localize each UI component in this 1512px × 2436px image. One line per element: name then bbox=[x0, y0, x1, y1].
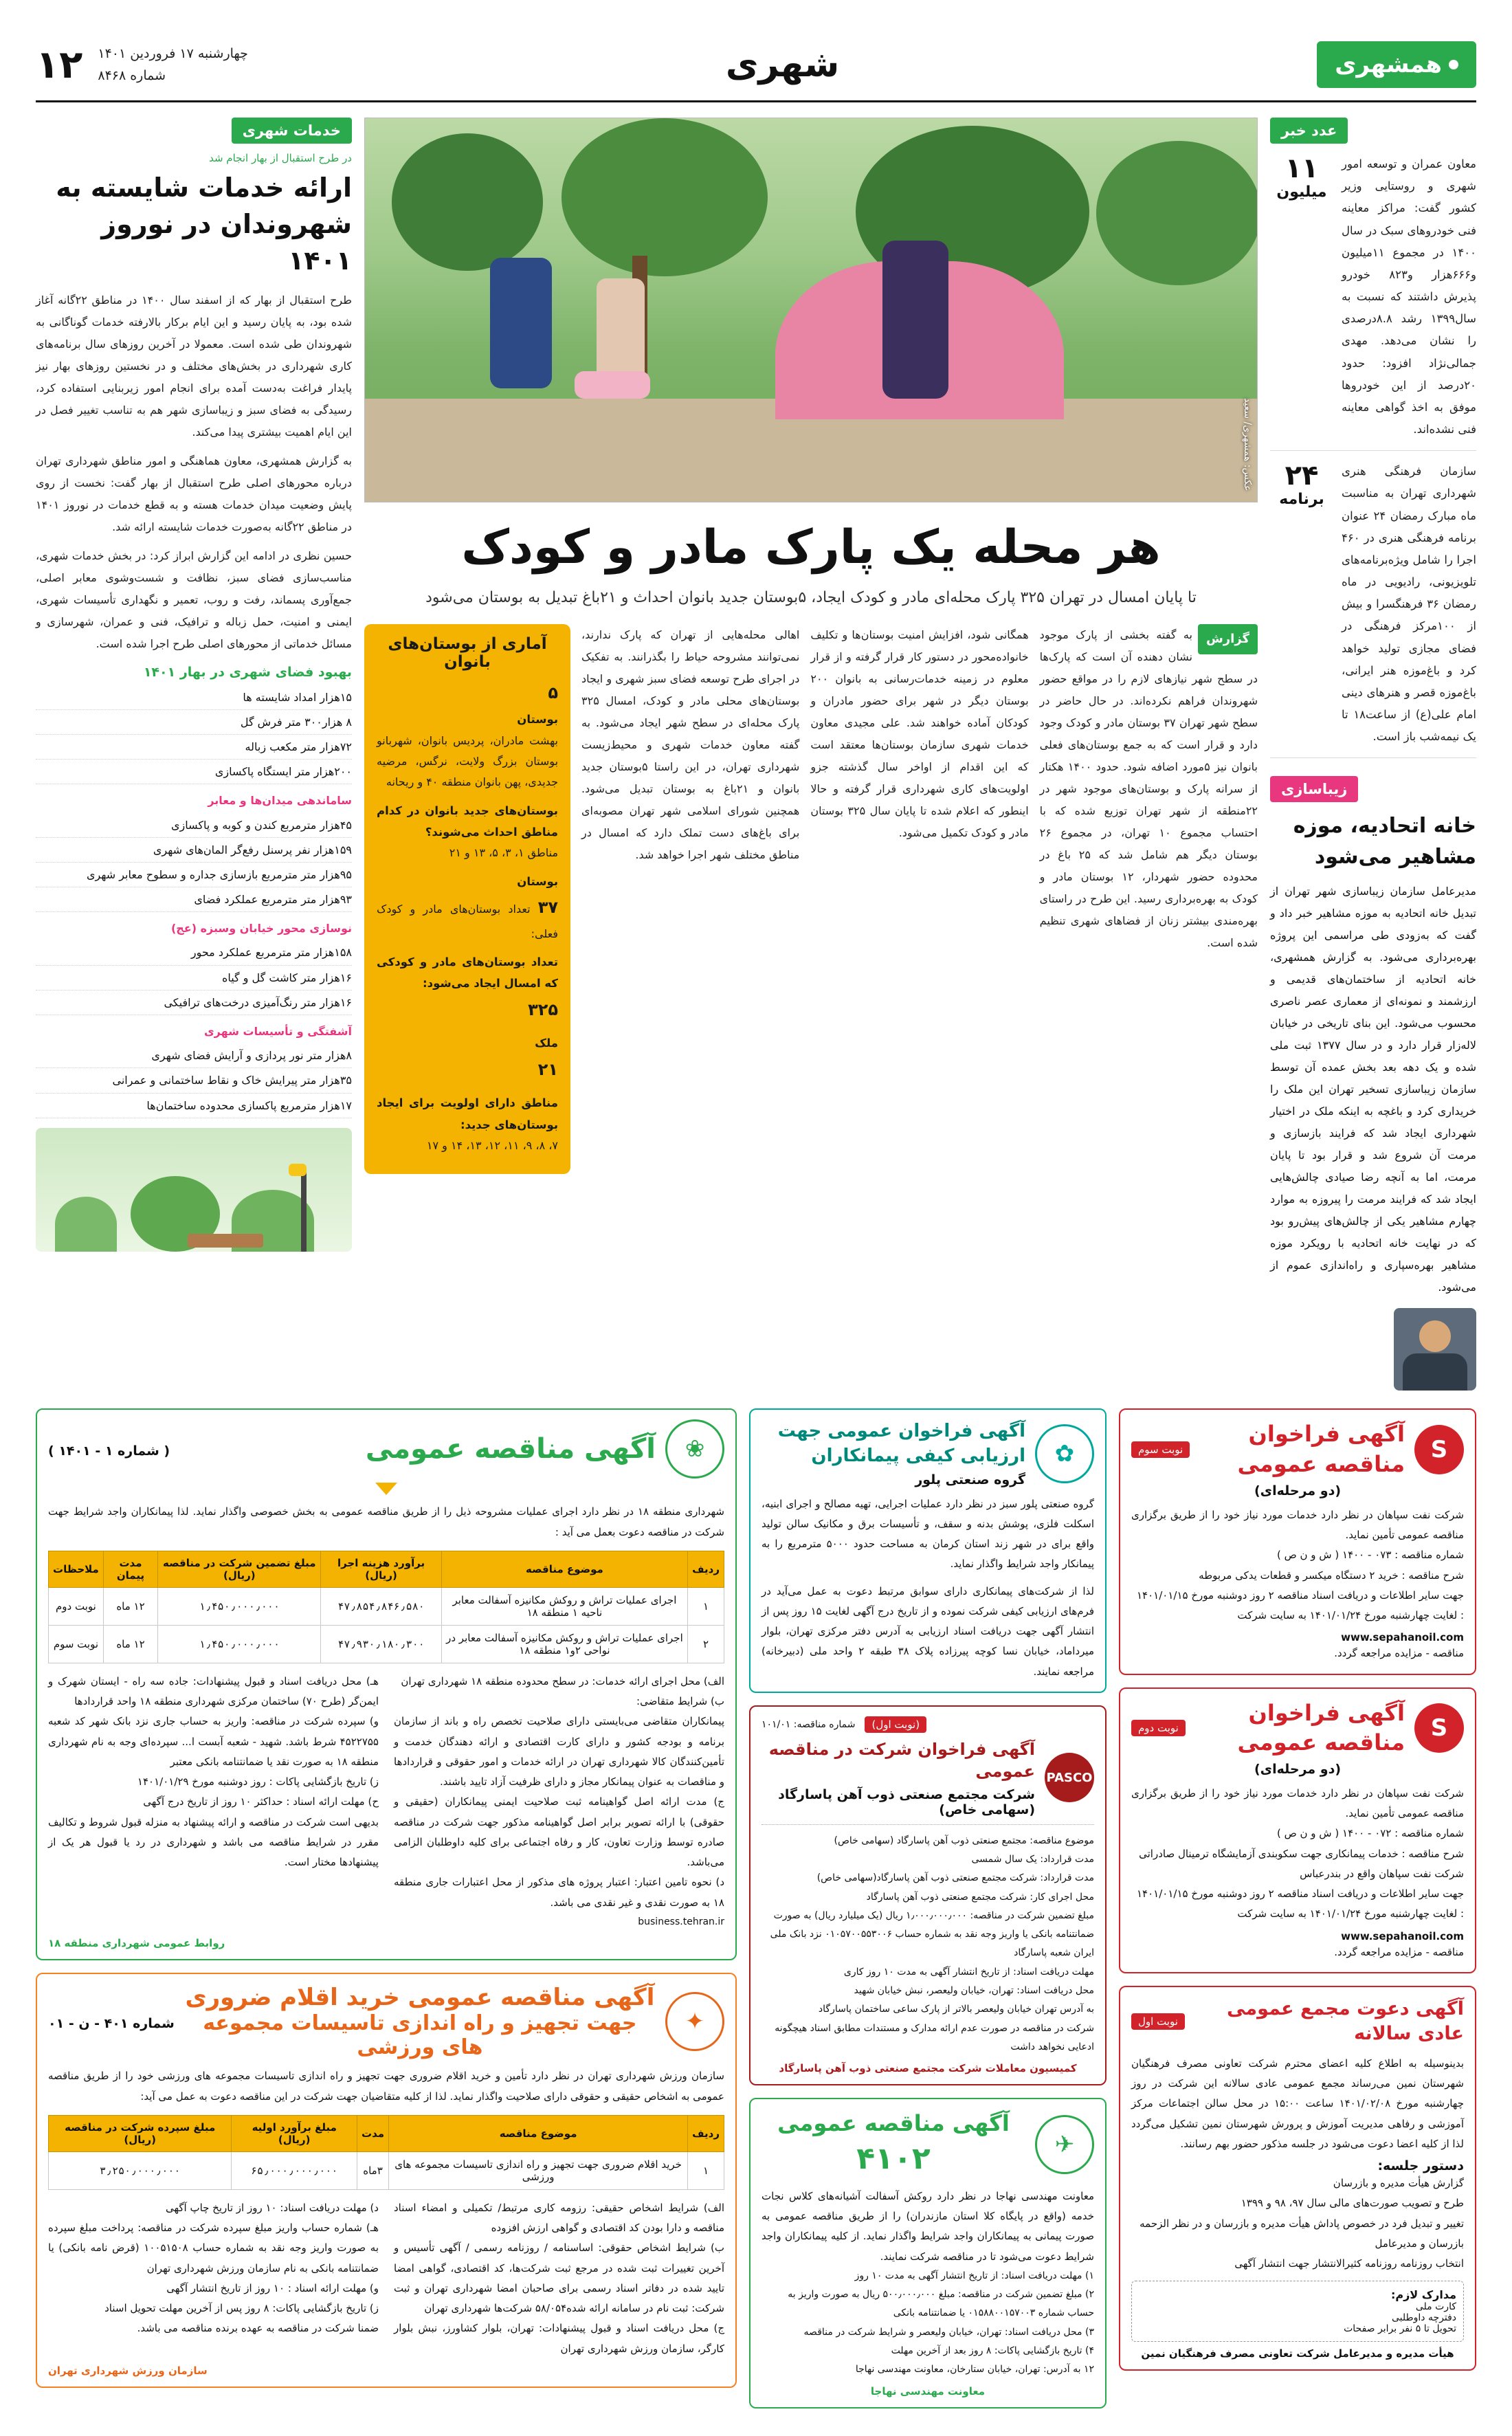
th-notes: ملاحظات bbox=[49, 1551, 104, 1587]
tender-note: و) سپرده شرکت در مناقصه: واریز به حساب جاری نزد بانک شهر کد شعبه ۴۵۲۲۷۵۵ شرط باشد. شهید - شعبه آبست ا... سپرده‌ای وجه به نام شهرداری منطقه ۱۸ به صورت نقد یا ضمانتنامه بانکی معتبر bbox=[48, 1715, 379, 1768]
cell-notes: نوبت سوم bbox=[49, 1625, 104, 1663]
bench-icon bbox=[188, 1234, 263, 1248]
services-list-item: ۱۵۸هزار متر مترمربع عملکرد محور bbox=[36, 940, 352, 965]
polour-logo-icon: ✿ bbox=[1035, 1424, 1094, 1483]
services-list-item: ۱۵هزار امداد شایسته ها bbox=[36, 685, 352, 710]
ad-line: ۴) تاریخ بازگشایی پاکات: ۸ روز بعد از آخرین مهلت bbox=[891, 2345, 1094, 2357]
th-estimate: برآورد هزینه اجرا (ریال) bbox=[321, 1551, 441, 1587]
stats-label: مناطق دارای اولویت برای ایجاد بوستان‌های جدید: bbox=[377, 1096, 559, 1131]
beautification-body: مدیرعامل سازمان زیباسازی شهر تهران از تبدیل خانه اتحادیه به موزه مشاهیر خبر داد و گفت که به‌زودی طی مراسمی این پروژه بهره‌برداری می‌شود. به گزارش همشهری، خانه اتحادیه از ساختمان‌های قدیمی و ارزشمند و نمونه‌ای از معماری عصر ناصری محسوب می‌شود. این بنای تاریخی در خیابان لاله‌زار قرار دارد و در سال ۱۳۷۷ ثبت ملی شده و یک دهه بعد بخش عمده آن توسط سازمان زیباسازی تسخیر تهران این ملک را خریداری کرد و باغچه به اینکه ملک در اختیار شهرداری ایجاد شد که فرایند بازسازی و مرمت آن شروع شد و قرار بود تا پایان مرمت، اما به آنچه رضا صیادی چالش‌هایی ایجاد شد که فرایند مرمت را پیروزه به موارد چهارم مشاهیر یکی از چالش‌های پیش‌رو بود که در نهایت خانه اتحادیه با رویکرد موزه مشاهیر بهره‌سپاری و راه‌اندازی عموم از می‌شود. bbox=[1270, 885, 1476, 1294]
tender-note: ز) تاریخ بازگشایی پاکات: ۸ روز پس از آخرین مهلت تحویل اسناد bbox=[104, 2302, 379, 2315]
cell-deposit: ۳٫۲۵۰٫۰۰۰٫۰۰۰ bbox=[49, 2151, 232, 2189]
lamp-post-icon bbox=[301, 1169, 307, 1252]
tender-note: ج) مدت ارائه اصل گواهینامه ثبت صلاحیت ایمنی پیمانکاران (حقیقی و حقوقی) با ارائه تصویر برابر اصل گواهینامه مذکور جهت شرکت در مناقصه صادره توسط وزارت تعاون، کار و رفاه اجتماعی برای کلیه داوطلبان الزامی می‌باشد. bbox=[394, 1795, 724, 1869]
subheadline: تا پایان امسال در تهران ۳۲۵ پارک محله‌ای مادر و کودک ایجاد، ۵بوستان جدید بانوان احداث و ۲۱باغ تبدیل به بوستان می‌شود bbox=[425, 589, 1197, 606]
tender-note: د) نحوه تامین اعتبار: اعتبار پروژه های مذکور از محل اعتبارات جاری منطقه ۱۸ به صورت نقدی و غیر نقدی می باشد. bbox=[394, 1876, 724, 1909]
ad-header-row bbox=[48, 1984, 724, 2059]
ad-header-row bbox=[761, 1419, 1094, 1487]
article-column-a bbox=[581, 624, 799, 1175]
ad-intro: شهرداری منطقه ۱۸ در نظر دارد اجرای عملیات مشروحه ذیل را از طریق مناقصه عمومی به بخش خصوصی واگذار نماید. لذا پیمانکاران واجد شرایط جهت شرکت در مناقصه دعوت بعمل می آید : bbox=[48, 1505, 724, 1538]
ad-municipality-district18-tender[interactable] bbox=[36, 1408, 737, 1960]
lamp-head-icon bbox=[289, 1164, 307, 1176]
th-deposit: مبلغ تضمین شرکت در مناقصه (ریال) bbox=[158, 1551, 321, 1587]
cell-estimate: ۶۵٫۰۰۰٫۰۰۰٫۰۰۰ bbox=[232, 2151, 357, 2189]
cell-duration: ۱۲ ماه bbox=[103, 1625, 157, 1663]
table-header-row bbox=[49, 2115, 724, 2151]
table-row bbox=[49, 1587, 724, 1625]
logo-text: همشهری bbox=[1335, 51, 1442, 78]
stats-text: تعداد بوستان‌های مادر و کودک فعلی: bbox=[377, 903, 559, 940]
ad-body: معاونت مهندسی نهاجا در نظر دارد روکش آسفالت آشیانه‌های کلاس نجات خدمه (واقع در پایگاه کلا استان مازندران) را از طریق مناقصه عمومی به صورت پیمانی به پیمانکاران واجد شرایط واگذار نماید. از کلیه پیمانکاران واجد شرایط دعوت می‌شود تا در مناقصه شرکت نمایند. bbox=[761, 2189, 1094, 2263]
sports-org-logo-icon: ✦ bbox=[665, 1992, 724, 2051]
ad-mode: (دو مرحله‌ای) bbox=[1254, 1761, 1342, 1777]
services-list-subhead: نوسازی محور خیابان و‌سبزه (عج) bbox=[170, 922, 352, 935]
tender-note: الف) محل اجرای ارائه خدمات: در سطح محدوده منطقه ۱۸ شهرداری تهران bbox=[401, 1674, 724, 1687]
news-number-item bbox=[1270, 451, 1476, 758]
ads-column-3 bbox=[36, 1408, 737, 2387]
services-list-item: ۷۲هزار متر مکعب زباله bbox=[36, 735, 352, 760]
ad-title: آگهی مناقصه عمومی خرید اقلام ضروری bbox=[185, 1984, 655, 2012]
news-number-unit: برنامه bbox=[1279, 491, 1324, 509]
ad-line: شرح مناقصه : خدمات پیمانکاری جهت سکوبندی آزمایشگاه ترمینال صادراتی شرکت نفت سپاهان واقع در بندرعباس bbox=[1139, 1847, 1464, 1880]
ad-line: مبلغ تضمین شرکت در مناقصه: ۱٫۰۰۰٫۰۰۰٫۰۰۰ ریال (یک میلیارد ریال) به صورت ضمانتنامه بانکی یا واریز وجه نقد به شماره حساب ۰۱۰۵۷۰۰۵۵۳۰۰۶ نزد بانک ملی ایران شعبه پاسارگاد bbox=[770, 1909, 1094, 1959]
ad-general-assembly[interactable] bbox=[1119, 1986, 1476, 2371]
cell-deposit: ۱٫۴۵۰٫۰۰۰٫۰۰۰ bbox=[158, 1625, 321, 1663]
ad-title: آگهی فراخوان مناقصه عمومی bbox=[1237, 1699, 1405, 1756]
services-header: خدمات شهری bbox=[232, 118, 352, 144]
tender-note: ج) محل دریافت اسناد و قبول پیشنهادات: تهران، بلوار کشاورز، نبش بلوار کارگر، سازمان ورزش شهرداری تهران bbox=[394, 2322, 724, 2355]
services-list-item: ۲۰۰هزار متر ایستگاه پاکسازی bbox=[36, 760, 352, 784]
ad-number: ۴۱۰۲ bbox=[856, 2141, 931, 2177]
ad-line: مدت قرارداد: یک سال شمسی bbox=[971, 1853, 1094, 1865]
tender-note: بدیهی است شرکت در مناقصه و ارائه پیشنهاد به منزله قبول شروط و تکالیف مقرر در شرایط مناقصه می باشد و شهرداری در رد یا قبول هر یک از پیشنهادها مختار است. bbox=[48, 1815, 379, 1869]
services-list-subhead: ساماندهی میدان‌ها و معابر bbox=[208, 794, 352, 808]
news-number-item bbox=[1270, 144, 1476, 451]
ad-line: مدت قرارداد: شرکت مجتمع صنعتی ذوب آهن پاسارگاد(سهامی خاص) bbox=[816, 1872, 1094, 1884]
ad-signature: روابط عمومی شهرداری منطقه ۱۸ bbox=[48, 1937, 225, 1950]
th-deposit: مبلغ سپرده شرکت در مناقصه (ریال) bbox=[49, 2115, 232, 2151]
nahaja-logo-icon: ✈ bbox=[1035, 2115, 1094, 2174]
ad-title: آگهی فراخوان مناقصه عمومی bbox=[1237, 1421, 1405, 1477]
ad-header-row bbox=[1131, 1419, 1464, 1479]
ad-body: شرکت نفت سپاهان در نظر دارد خدمات مورد نیاز خود را از طریق برگزاری مناقصه عمومی تأمین نماید. bbox=[1131, 1508, 1464, 1542]
table-header-row bbox=[49, 1551, 724, 1587]
masthead bbox=[36, 41, 1476, 102]
th-subject: موضوع مناقصه bbox=[389, 2115, 688, 2151]
ad-body-2: لذا از شرکت‌های پیمانکاری دارای سوابق مرتبط دعوت به عمل می‌آید در فرم‌های ارزیابی کیفی شرکت نموده و از تاریخ درج آگهی لغایت ۱۵ روز پس از انتشار آگهی جهت دریافت اسناد ارزیابی به آدرس دفتر مرکزی تهران، بلوار میرداماد، خیابان نسا کوچه پیرزاده پلاک ۳۸ طبقه ۲ واحد ملی (دبیرخانه) مراجعه نمایند. bbox=[761, 1584, 1095, 1678]
services-list-item: ۴۵هزار مترمربع کندن و کوبه و پاکسازی bbox=[36, 813, 352, 838]
cell-estimate: ۴۷٫۹۳۰٫۱۸۰٫۳۰۰ bbox=[321, 1625, 441, 1663]
cell-row-no: ۲ bbox=[688, 1625, 724, 1663]
article-text-a: اهالی محله‌هایی از تهران که پارک ندارند، نمی‌توانند مشروحه حیاط را بگذرانند. به تفکیک در اجرای طرح توسعه فضای سبز شهری و ایجاد بوستان‌های محلی مادر و کودک، امسال ۳۲۵ پارک محله‌ای در سطح شهر ایجاد می‌شود. به گفته معاون خدمات شهری و محیط‌زیست شهرداری تهران، در این راستا ۵بوستان جدید بانوان و ۲۱باغ به بوستان تبدیل می‌شود. همچنین شورای اسلامی شهر تهران مصوبه‌ای برای باغ‌های دست تملک دارد که امسال در مناطق مختلف شهر اجرا خواهد شد. bbox=[581, 628, 800, 861]
th-row-no: ردیف bbox=[688, 1551, 724, 1587]
ad-round-badge: (نوبت اول) bbox=[865, 1716, 926, 1733]
tehran-municipality-logo-icon: ❀ bbox=[665, 1419, 724, 1479]
cell-duration: ۱۲ ماه bbox=[103, 1587, 157, 1625]
tender-note: ب) شرایط اشخاص حقوقی: اساسنامه / روزنامه رسمی / آگهی تأسیس و آخرین تغییرات ثبت شده در مرجع ثبت شرکت‌ها، کد اقتصادی، گواهی امضا تایید شده در دفاتر اسناد رسمی برای صاحبان امضا شهرداری تهران و ثبت شرکت: ثبت نام در سامانه ارائه شده۵۸/۰۵۴ شرکت‌ها شهرداری تهران bbox=[394, 2241, 724, 2315]
publication-logo bbox=[1317, 41, 1476, 88]
agenda-item: تغییر و تبدیل فرد در خصوص پاداش هیأت مدیره و بازرسان و در نظر الزحمه بازرسان و مدیرعامل bbox=[1139, 2217, 1464, 2250]
news-number-value bbox=[1270, 153, 1333, 441]
avatar-head-icon bbox=[1419, 1320, 1451, 1352]
services-list-item: ۱۵۹هزار نفر پرسنل رفع‌گر المان‌های شهری bbox=[36, 838, 352, 863]
ad-header-row bbox=[761, 1716, 1094, 1733]
ad-line: جهت سایر اطلاعات و دریافت اسناد مناقصه ۲ روز دوشنبه مورخ ۱۴۰۱/۰۱/۱۵ : لغایت چهارشنبه مورخ ۱۴۰۱/۰۱/۲۴ به سایت شرکت bbox=[1137, 1588, 1464, 1622]
section-title: شهری bbox=[719, 44, 846, 85]
ad-signature: کمیسیون معاملات شرکت مجتمع صنعتی ذوب آهن پاسارگاد bbox=[779, 2062, 1077, 2075]
tree-icon bbox=[1096, 141, 1258, 285]
ad-round-badge: نوبت دوم bbox=[1131, 1720, 1186, 1736]
doc-item: دفترچه داوطلبی bbox=[1391, 2312, 1456, 2324]
ad-title: آگهی دعوت مجمع عمومی عادی سالانه bbox=[1227, 1997, 1464, 2045]
issue-number: شماره ۸۴۶۸ bbox=[98, 68, 166, 83]
stats-number: ۳۲۵ bbox=[528, 999, 559, 1019]
ads-column-1 bbox=[1119, 1408, 1476, 2371]
sepahan-logo-icon: S bbox=[1414, 1425, 1464, 1474]
beautification-header-wrap bbox=[1270, 776, 1476, 802]
masthead-meta bbox=[36, 43, 248, 87]
ad-subtitle: جهت تجهیز و راه اندازی تاسیسات مجموعه های ورزشی bbox=[203, 2011, 637, 2060]
ad-line: شماره مناقصه : ۰۷۲ - ۱۴۰۰ ( ش و ن ص ) bbox=[1276, 1827, 1464, 1840]
ad-title: آگهی مناقصه عمومی bbox=[777, 2110, 1010, 2137]
tender-note: هـ) شماره حساب واریز مبلغ سپرده شرکت در مناقصه: پرداخت مبلغ سپرده به صورت واریز وجه نقد به شماره حساب ۱۰۰۵۱۵۰۸ (قرض نامه بانکی) یا ضمانتنامه بانکی به نام سازمان ورزش شهرداری تهران bbox=[48, 2222, 379, 2274]
beautification-title: خانه اتحادیه، موزه مشاهیر می‌شود bbox=[1293, 814, 1476, 870]
report-badge: گزارش bbox=[1198, 624, 1258, 654]
park-illustration bbox=[36, 1128, 352, 1252]
bush-icon bbox=[55, 1197, 117, 1252]
services-list-item: ۹۳هزار متر مترمربع عملکرد فضای bbox=[36, 887, 352, 912]
cell-estimate: ۴۷٫۸۵۴٫۸۴۶٫۵۸۰ bbox=[321, 1587, 441, 1625]
ad-round-badge: نوبت سوم bbox=[1131, 1441, 1190, 1458]
page-number: ۱۲ bbox=[36, 42, 83, 87]
logo-dot-icon bbox=[1449, 60, 1458, 69]
ad-mode: (دو مرحله‌ای) bbox=[1254, 1483, 1342, 1498]
cell-duration: ۳ماه bbox=[357, 2151, 389, 2189]
services-list-item: ۱۶هزار متر رنگ‌آمیزی درخت‌های ترافیکی bbox=[36, 990, 352, 1015]
ad-line: محل دریافت اسناد: تهران، خیابان ولیعصر، نبش خیابان شهید bbox=[854, 1985, 1094, 1997]
agenda-item: طرح و تصویب صورت‌های مالی سال ۹۷، ۹۸ و ۱۳۹۹ bbox=[1241, 2197, 1464, 2210]
services-body-3: حسین نظری در ادامه این گزارش ابراز کرد: در بخش خدمات شهری، مناسب‌سازی فضای سبز، نظافت و شست‌وشوی معابر اصلی، جمع‌آوری پسماند، رفت و روب، تعمیر و نگهداری تأسیسات شهری، ایمنی و امنیت، حمل زباله و ترافیک، فنی و عمران، شهرسازی و مسائل خدماتی از محورهای اصلی طرح اجرا شده است. bbox=[36, 549, 352, 650]
adult-figure bbox=[882, 241, 948, 399]
ad-signature: هیأت مدیره و مدیرعامل شرکت تعاونی مصرف فرهنگیان نمین bbox=[1141, 2347, 1454, 2360]
stats-box bbox=[364, 624, 570, 1175]
pasco-logo-icon: PASCO bbox=[1045, 1753, 1094, 1802]
news-number-figure: ۲۴ bbox=[1285, 460, 1319, 492]
tender-note: د) مهلت دریافت اسناد: ۱۰ روز از تاریخ چاپ آگهی bbox=[165, 2201, 379, 2214]
ad-line: موضوع مناقصه: مجتمع صنعتی ذوب آهن پاسارگاد (سهامی خاص) bbox=[834, 1835, 1094, 1846]
sports-tender-table bbox=[48, 2115, 724, 2190]
ad-org: شرکت مجتمع صنعتی ذوب آهن پاسارگاد (سهامی خاص) bbox=[778, 1786, 1035, 1817]
ad-number: ( شماره ۱ - ۱۴۰۱ ) bbox=[48, 1443, 170, 1459]
ad-footer-note: مناقصه - مزایده مراجعه گردد. bbox=[1334, 1945, 1464, 1958]
photo-caption: عکس: همشهری/ سعید bbox=[1242, 397, 1253, 491]
stats-number: ۳۷ bbox=[537, 898, 559, 918]
avatar bbox=[1394, 1308, 1476, 1391]
ad-tender-4102[interactable] bbox=[749, 2098, 1107, 2408]
stats-title: آماری از بوستان‌های بانوان bbox=[388, 634, 547, 671]
services-list-item: ۱۶هزار متر کاشت گل و گیاه bbox=[36, 966, 352, 990]
ad-signature: سازمان ورزش شهرداری تهران bbox=[48, 2364, 208, 2377]
ad-header-row bbox=[761, 2109, 1094, 2180]
cell-subject: خرید اقلام ضروری جهت تجهیز و راه اندازی تاسیسات مجموعه های ورزشی bbox=[389, 2151, 688, 2189]
child-legs-figure bbox=[575, 371, 650, 399]
th-duration: مدت bbox=[357, 2115, 389, 2151]
ad-sepahan-oil-round2[interactable] bbox=[1119, 1687, 1476, 1973]
news-number-unit: میلیون bbox=[1276, 184, 1327, 201]
ad-line: ۱۲ به آدرس: تهران، خیابان ستارخان، معاونت مهندسی نهاجا bbox=[855, 2364, 1094, 2376]
stats-label: ملک bbox=[535, 1037, 559, 1050]
ad-brand: گروه صنعتی پلور bbox=[915, 1472, 1025, 1487]
issue-date: چهارشنبه ۱۷ فروردین ۱۴۰۱ bbox=[98, 45, 248, 61]
services-list-item: ۳۵هزار متر پیرایش خاک و نقاط ساختمانی و عمرانی bbox=[36, 1068, 352, 1093]
tender-note: ضمنا شرکت در مناقصه به عهده برنده مناقصه می باشد. bbox=[137, 2322, 379, 2335]
ad-line: محل اجرای کار: شرکت مجتمع صنعتی ذوب آهن پاسارگاد bbox=[866, 1891, 1094, 1903]
stats-text: ۷، ۸، ۹، ۱۱، ۱۲، ۱۳، ۱۴ و ۱۷ bbox=[426, 1139, 559, 1153]
ad-number: شماره مناقصه: ۱۰۱/۰۱ bbox=[761, 1718, 856, 1730]
stats-item bbox=[377, 1032, 558, 1085]
sepahan-logo-icon: S bbox=[1414, 1703, 1464, 1753]
ad-sepahan-oil-round3[interactable] bbox=[1119, 1408, 1476, 1674]
ad-polour-industrial-group[interactable] bbox=[749, 1408, 1107, 1692]
stats-item bbox=[377, 678, 558, 793]
tree-icon bbox=[562, 118, 768, 276]
ad-header-row bbox=[48, 1419, 724, 1479]
center-column bbox=[364, 118, 1258, 1391]
services-body-2: به گزارش همشهری، معاون هماهنگی و امور مناطق شهرداری تهران درباره محورهای اصلی طرح استقبال از بهار گفت: نخست از روی پایش وضعیت میدان خدمات هسته و به قطع خدمات در نوروز ۱۴۰۱ در مناطق ۲۲گانه به‌صورت خدمات شایسته ارائه شد. bbox=[36, 454, 352, 533]
article-text-c: به گفته بخشی از پارک موجود نشان دهنده آن است که پارک‌ها در سطح شهر نیازهای لازم را در مواقع حضور شهروندان فراهم نکرده‌اند. در حال حاضر در سطح شهر تهران ۳۷ بوستان مادر و کودک وجود دارد و قرار است که به جمع بوستان‌های فعلی بانوان نیز ۵مورد اضافه شود. حدود ۱۴۰۰ هکتار از سرانه پارک و بوستان‌های موجود شهر در ۲۲منطقه از شهر تهران توزیع شده که با احتساب مجموع ۱۰ تهران، در مجموع ۲۶ بوستان دیگر هم شامل شد که ۲۵ باغ در محدوده حضور شهردار، ۱۲ بوستان مادر و کودک به بهره‌برداری رسید. این طرح در راستای بهره‌مندی بیشتر زنان از فضاهای شهری تنظیم شده است. bbox=[1039, 628, 1258, 949]
cell-subject: اجرای عملیات تراش و روکش مکانیزه آسفالت معابر در نواحی ۲و۱ منطقه ۱۸ bbox=[441, 1625, 687, 1663]
ad-body: بدینوسیله به اطلاع کلیه اعضای محترم شرکت تعاونی مصرف فرهنگیان شهرستان نمین می‌رساند مجمع عمومی عادی سالانه این شرکت در روز چهارشنبه مورخ ۱۴۰۱/۰۲/۰۸ ساعت ۱۵:۰۰ در محل سالن اجتماعات مرکز آموزشی و رفاهی مدیریت آموزش و پرورش شهرستان نمین تشکیل می‌گردد لذا از کلیه اعضا دعوت می‌شود در جلسه مذکور حضور بهم رسانند. bbox=[1131, 2057, 1464, 2150]
ad-website[interactable]: www.sepahanoil.com bbox=[1341, 1929, 1464, 1942]
cell-notes: نوبت دوم bbox=[49, 1587, 104, 1625]
tender-note: ح) مهلت ارائه اسناد : حداکثر ۱۰ روز از تاریخ درج آگهی bbox=[143, 1795, 379, 1808]
th-subject: موضوع مناقصه bbox=[441, 1551, 687, 1587]
cell-row-no: ۱ bbox=[688, 2151, 724, 2189]
ad-signature: معاونت مهندسی نهاجا bbox=[870, 2384, 986, 2398]
tender-table bbox=[48, 1551, 724, 1663]
stats-label: بوستان bbox=[517, 874, 559, 888]
child-figure bbox=[597, 278, 645, 381]
services-list-item: ۸هزار متر نور پردازی و آرایش فضای شهری bbox=[36, 1043, 352, 1068]
ad-line: به آدرس تهران خیابان ولیعصر بالاتر از پارک ساعی ساختمان پاسارگاد bbox=[818, 2004, 1094, 2015]
services-list-item: ۱۷هزار مترمربع پاکسازی محدوده ساختمان‌ها bbox=[36, 1094, 352, 1118]
ad-line: ۲) مبلغ تضمین شرکت در مناقصه: مبلغ ۵۰۰٫۰۰۰٫۰۰۰ ریال به صورت واریز به حساب شماره ۰۱۵۸۸۰۰۱۵۷۰۰۳ یا ضمانتنامه بانکی bbox=[788, 2289, 1094, 2319]
services-header-wrap bbox=[36, 118, 352, 144]
stats-text: مناطق ۱، ۳، ۵، ۱۳ و ۲۱ bbox=[449, 846, 559, 860]
services-list-title: بهبود فضای شهری در بهار ۱۴۰۱ bbox=[143, 664, 352, 680]
ad-brand-row bbox=[761, 1738, 1094, 1817]
ad-title: آگهی مناقصه عمومی bbox=[365, 1433, 656, 1465]
tender-note: ب) شرایط متقاضی: bbox=[636, 1695, 724, 1708]
stats-label: بوستان bbox=[517, 713, 559, 727]
article-text-b: همگانی شود، افزایش امنیت بوستان‌ها و تکلیف خانواده‌محور در دستور کار قرار گرفته و از قرار معلوم در زمینه خدمات‌رسانی به بانوان ۲۰۰ بوستان دیگر در شهر برای حضور مادران و کودکان آماده خواهند شد. علی مجیدی معاون خدمات شهری سازمان بوستان‌ها معتقد است که این اقدام از اواخر سال گذشته جزو اولویت‌های کاری شهرداری قرار گرفته و حالا اینطور که اعلام شده تا پایان سال ۳۲۵ بوستان مادر و کودک تکمیل می‌شود. bbox=[810, 628, 1029, 839]
doc-item: کارت ملی bbox=[1415, 2301, 1456, 2313]
services-list-subhead: آشفتگی و تأسیسات شهری bbox=[204, 1025, 352, 1038]
news-number-text: معاون عمران و توسعه امور شهری و روستایی وزیر کشور گفت: مراکز معاینه فنی خودروهای سبک در سال ۱۴۰۰ در مجموع ۱۱میلیون و۶۶۶هزار و۸۲۳ خودرو پذیرش داشتند که نسبت به سال۱۳۹۹ رشد ۸.۸درصدی را نشان می‌دهد. مهدی جمالی‌نژاد افزود: حدود ۲۰درصد از این خودروها موفق به اخذ گواهی معاینه فنی نشده‌اند. bbox=[1342, 157, 1476, 436]
beautification-header: زیباسازی bbox=[1270, 776, 1358, 802]
article-column-b bbox=[810, 624, 1028, 1175]
news-number-text: سازمان فرهنگی هنری شهرداری تهران به مناسبت ماه مبارک رمضان ۲۴ عنوان برنامه فرهنگی هنری در ۴۶۰ اجرا را شامل ویژه‌برنامه‌های تلویزیونی، رادیویی در ماه رمضان ۳۶ فرهنگسرا و بیش از ۱۰۰مرکز فرهنگی در فضای مجازی تولید خواهد کرد و باغ‌موزه هنر ایرانی، باغ‌موزه قصر و هنرهای دینی امام علی(ع) از ساعت۱۸ تا یک نیمه‌شب باز است. bbox=[1342, 465, 1476, 744]
ad-number: شماره ۴۰۱ - ن - ۰۱ bbox=[48, 2016, 175, 2032]
ad-website[interactable]: www.sepahanoil.com bbox=[1341, 1631, 1464, 1644]
ad-line: شرکت در مناقصه در صورت عدم ارائه مدارک و مستندات مطابق اسناد هیچگونه ادعایی نخواهد داشت bbox=[775, 2022, 1094, 2052]
ad-sports-organization-tender[interactable] bbox=[36, 1973, 737, 2388]
services-column bbox=[36, 118, 352, 1391]
tree-icon bbox=[392, 133, 543, 271]
news-numbers-header: عدد خبر bbox=[1270, 118, 1348, 144]
services-title: ارائه خدمات شایسته به شهروندان در نوروز ۱۴۰۱ bbox=[56, 173, 352, 276]
doc-item: تحویل تا ۵ نفر برابر صفحات bbox=[1344, 2323, 1456, 2335]
stats-number: ۵ bbox=[548, 683, 559, 702]
stats-item bbox=[377, 800, 558, 864]
ad-body-1: گروه صنعتی پلور سبز در نظر دارد عملیات اجرایی، تهیه مصالح و اجرای ابنیه، اسکلت فلزی، پوشش بدنه و سقف، و تأسیسات برق و مکانیک سالن تولید واقع برای در شهر زند استان کرمان به مساحت حدود ۵۰۰۰ مترمربع را به پیمانکار واجد شرایط واگذار نماید. bbox=[761, 1497, 1094, 1571]
ad-round-badge: نوبت اول bbox=[1131, 2013, 1185, 2030]
required-docs-box bbox=[1131, 2281, 1464, 2342]
stats-label: بوستان‌های جدید بانوان در کدام مناطق احداث می‌شوند؟ bbox=[377, 804, 559, 839]
agenda-item: انتخاب روزنامه روزنامه کثیرالانتشار جهت انتشار آگهی bbox=[1234, 2257, 1464, 2270]
tender-website[interactable]: business.tehran.ir bbox=[638, 1916, 724, 1927]
article-columns bbox=[364, 624, 1258, 1175]
news-number-figure: ۱۱ bbox=[1285, 153, 1319, 184]
arrow-down-icon bbox=[375, 1483, 397, 1495]
tender-note: ز) تاریخ بازگشایی پاکات : روز دوشنبه مورخ ۱۴۰۱/۰۱/۲۹ bbox=[137, 1775, 379, 1789]
cell-row-no: ۱ bbox=[688, 1587, 724, 1625]
ad-line: ۳) محل دریافت اسناد: تهران، خیابان ولیعصر و شرایط شرکت در مناقصه bbox=[803, 2326, 1094, 2338]
ad-header-row bbox=[1131, 1997, 1464, 2047]
stats-label: تعداد بوستان‌های مادر و کودکی که امسال ایجاد می‌شود: bbox=[377, 955, 559, 990]
services-list-item: ۹۵هزار متر مترمربع بازسازی جداره و سطوح معابر شهری bbox=[36, 863, 352, 887]
services-list-item: ۸ هزار۳۰۰ متر فرش گل bbox=[36, 710, 352, 735]
woman-figure bbox=[490, 258, 552, 388]
ads-area bbox=[36, 1408, 1476, 2408]
sports-tender-notes bbox=[48, 2198, 724, 2359]
news-numbers-header-wrap bbox=[1270, 118, 1476, 144]
article-column-c bbox=[1040, 624, 1258, 1175]
top-area bbox=[36, 118, 1476, 1391]
ad-line: مهلت دریافت اسناد: از تاریخ انتشار آگهی به مدت ۱۰ روز کاری bbox=[843, 1966, 1094, 1978]
tender-note: پیمانکاران متقاضی می‌بایستی دارای صلاحیت تخصص راه و باند از سازمان برنامه و بودجه کشور و دارای کارت اقتصادی و ارائه دهندگان خدمت و تأمین‌کنندگان کالا شهرداری تهران در ارائه خدمات و امور حقوقی و قراردادها و مناقصات به عنوان پیمانکار مجاز و دارای ظرفیت آزاد تایید باشند. bbox=[394, 1715, 724, 1789]
issue-meta bbox=[98, 43, 248, 87]
stats-item bbox=[377, 951, 558, 1026]
tender-note: الف) شرایط اشخاص حقیقی: رزومه کاری مرتبط/ تکمیلی و امضاء اسناد مناقصه و دارا بودن کد اقتصادی و گواهی ارزش افزوده bbox=[394, 2201, 724, 2235]
ad-header-row bbox=[1131, 1698, 1464, 1758]
ad-line: ۱) مهلت دریافت اسناد: از تاریخ انتشار آگهی به مدت ۱۰ روز bbox=[854, 2270, 1094, 2281]
section-title-wrap bbox=[248, 44, 1317, 85]
ad-body: شرکت نفت سپاهان در نظر دارد خدمات مورد نیاز خود را از طریق برگزاری مناقصه عمومی تأمین نماید. bbox=[1131, 1786, 1464, 1820]
author-block bbox=[1270, 1308, 1476, 1391]
right-column bbox=[1270, 118, 1476, 1391]
avatar-body-icon bbox=[1403, 1353, 1467, 1391]
ad-title: آگهی فراخوان شرکت در مناقصه عمومی bbox=[768, 1739, 1035, 1782]
docs-title: مدارک لازم: bbox=[1390, 2288, 1456, 2302]
divider bbox=[761, 1824, 1094, 1825]
stats-item bbox=[377, 1092, 558, 1156]
agenda-item: گزارش هیأت مدیره و بازرسان bbox=[1333, 2177, 1464, 2190]
ads-column-2 bbox=[749, 1408, 1107, 2408]
stats-column bbox=[364, 624, 570, 1175]
th-estimate: مبلغ برآورد اولیه (ریال) bbox=[232, 2115, 357, 2151]
th-row-no: ردیف bbox=[688, 2115, 724, 2151]
page-title: هر محله یک پارک مادر و کودک bbox=[461, 520, 1161, 575]
services-body-1: طرح استقبال از بهار که از اسفند سال ۱۴۰۰ در مناطق ۲۲گانه آغاز شده بود، به پایان رسید و این ایام برکار بالارفته خدمات گوناگانی به شهروندان طی شده است. معمولا در آخرین روزهای سال برنامه‌های کاری شهرداری در بخش‌های مختلف و در نخستین روزهای بهار نیز پایدار فراغت به‌دست آمده برای انجام امور زیربنایی استفاده کرد، رسیدگی به فضای سبز و زیباسازی شهر هم به تناسب تغییر فصل در این ایام اهمیت بیشتری پیدا می‌کند. bbox=[36, 293, 352, 439]
ad-line: شماره مناقصه : ۰۷۳ - ۱۴۰۰ ( ش و ن ص ) bbox=[1276, 1549, 1464, 1562]
services-kicker: در طرح استقبال از بهار انجام شد bbox=[209, 152, 352, 164]
main-photo bbox=[364, 118, 1258, 502]
ad-line: شرح مناقصه : خرید ۲ دستگاه میکسر و قطعات یدکی مربوطه bbox=[1199, 1569, 1464, 1582]
stats-text: بهشت مادران، پردیس بانوان، شهربانو بوستان بزرگ ولایت، نرگس، مرضیه جدیدی، پهن بانوان منطقه ۴۰ و ریحانه bbox=[377, 733, 559, 789]
th-duration: مدت پیمان bbox=[103, 1551, 157, 1587]
cell-deposit: ۱٫۴۵۰٫۰۰۰٫۰۰۰ bbox=[158, 1587, 321, 1625]
table-row bbox=[49, 2151, 724, 2189]
ad-title: آگهی فراخوان عمومی جهت ارزیابی کیفی پیمانکاران bbox=[777, 1421, 1025, 1466]
ad-line: جهت سایر اطلاعات و دریافت اسناد مناقصه ۲ روز دوشنبه مورخ ۱۴۰۱/۰۱/۱۵ : لغایت چهارشنبه مورخ ۱۴۰۱/۰۱/۲۴ به سایت شرکت bbox=[1137, 1887, 1464, 1920]
ad-intro: سازمان ورزش شهرداری تهران در نظر دارد تأمین و خرید اقلام ضروری جهت تجهیز و راه اندازی تاسیسات مجموعه های ورزشی خود را از طریق مناقصه عمومی به اشخاص حقیقی و حقوقی دارای صلاحیت واگذار نماید. لذا از کلیه متقاضیان جهت شرکت در این مناقصه دعوت به عمل می آید: bbox=[48, 2070, 724, 2103]
stats-number: ۲۱ bbox=[537, 1059, 559, 1079]
tender-notes bbox=[48, 1672, 724, 1913]
news-number-value bbox=[1270, 461, 1333, 748]
tender-note: هـ) محل دریافت اسناد و قبول پیشنهادات: جاده سه راه - ایستان شهرک و ایمن‌گر (طرح ۷۰) ساختمان مرکزی شهرداری منطقه ۱۸ واحد قراردادها bbox=[48, 1674, 379, 1708]
tender-note: و) مهلت ارائه اسناد : ۱۰ روز از تاریخ انتشار آگهی bbox=[166, 2281, 379, 2294]
agenda-title: دستور جلسه: bbox=[1377, 2158, 1464, 2174]
stats-item bbox=[377, 871, 558, 944]
ad-footer-note: مناقصه - مزایده مراجعه گردد. bbox=[1334, 1647, 1464, 1660]
cell-subject: اجرای عملیات تراش و روکش مکانیزه آسفالت معابر ناحیه ۱ منطقه ۱۸ bbox=[441, 1587, 687, 1625]
ad-pasco-tender[interactable] bbox=[749, 1705, 1107, 2085]
table-row bbox=[49, 1625, 724, 1663]
